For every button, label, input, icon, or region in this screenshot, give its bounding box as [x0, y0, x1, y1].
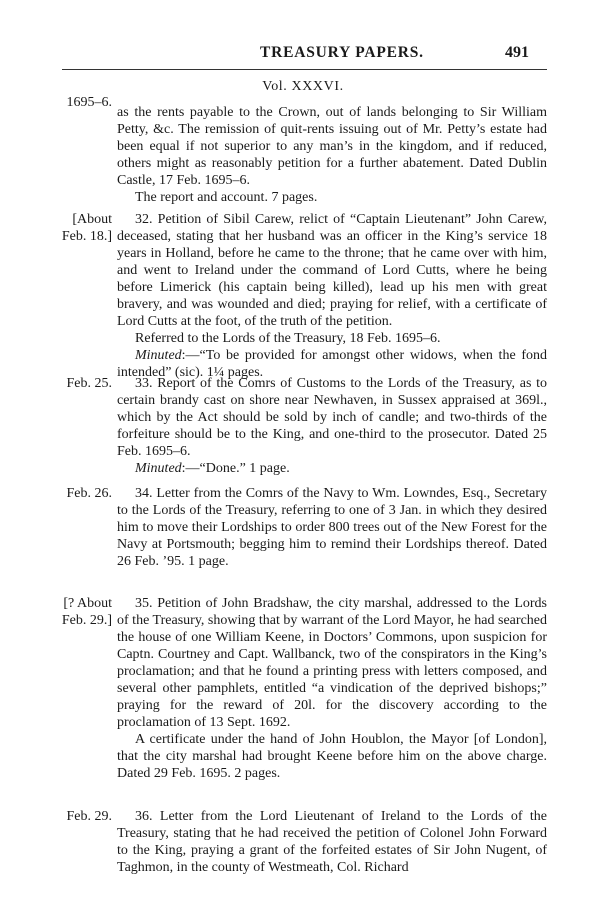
margin-date: 1695–6. [66, 95, 112, 110]
entry-note: Referred to the Lords of the Treasury, 18 Feb. 1695–6. [135, 331, 441, 346]
entry-paragraph: 35. Petition of John Bradshaw, the city marshal, addressed to the Lords of the Treasury, showing that by warrant of the Lord Mayor, he had searched the house of one William Keene, in Doctors’ Commons, upon suspicion for Captn. Courtney and Capt. Wallbanck, two of the conspirators in the King’s proclamation; and that he found a printing press with letters composed, and several other pamphlets, entitled “a vindication of the deprived bishops;” praying for the reward of 20l. for the discovery according to the proclamation of 13 Sept. 1692. [117, 596, 547, 730]
margin-date: Feb. 29. [66, 809, 112, 824]
entry-paragraph: 36. Letter from the Lord Lieutenant of Ireland to the Lords of the Treasury, stating that he had received the petition of Colonel John Forward to the King, praying a grant of the forfeited estates of Sir John Nugent, of Taghmon, in the county of Westmeath, Col. Richard [117, 809, 547, 875]
entry-35 [117, 595, 547, 782]
running-header-title: TREASURY PAPERS. [260, 44, 424, 61]
header-rule [62, 69, 547, 70]
entry-paragraph: 34. Letter from the Comrs of the Navy to Wm. Lowndes, Esq., Secretary to the Lords of the Treasury, referring to one of 3 Jan. in which they desired him to move their Lordships to order 800 trees out of the New Forest for the Navy at Portsmouth; begging him to remind their Lordships thereof. Dated 26 Feb. ’95. 1 page. [117, 486, 547, 569]
margin-date: [About Feb. 18.] [61, 212, 112, 244]
entry-paragraph: 32. Petition of Sibil Carew, relict of “Captain Lieutenant” John Carew, deceased, stating that her husband was an officer in the King’s service 18 years in Holland, before he came to the throne; that he came over with him, and went to Ireland under the command of Lord Cutts, where he being before Limerick (his captain being killed), lead up his men with great bravery, and was wounded and died; praying for relief, with a certificate of Lord Cutts at the foot, of the truth of the petition. [117, 212, 547, 329]
margin-date: Feb. 26. [66, 486, 112, 501]
entry-paragraph: 33. Report of the Comrs of Customs to the Lords of the Treasury, as to certain brandy cast on shore near Newhaven, in Sussex appraised at 369l., which by the Act should be sold by inch of candle; and two-thirds of the forfeiture should be to the King, and one-third to the prosecutor. Dated 25 Feb. 1695–6. [117, 376, 547, 459]
minute-label: Minuted [135, 348, 182, 363]
entry-34 [117, 485, 547, 570]
minute-text: :—“To be provided for amongst other widows, when the fond intended” (sic). 1¼ pages. [117, 348, 547, 380]
entry-minute [117, 460, 547, 477]
minute-text: :—“Done.” 1 page. [181, 461, 290, 476]
entry-32 [117, 211, 547, 381]
entry-36 [117, 808, 547, 876]
margin-date: Feb. 25. [66, 376, 112, 391]
entry-paragraph: as the rents payable to the Crown, out of lands belonging to Sir William Petty, &c. The remission of quit-rents issuing out of Mr. Petty’s estate had been equal if not superior to any man’s in the kingdom, and if reduced, others might as reasonably petition for a further abatement. Dated Dublin Castle, 17 Feb. 1695–6. [117, 105, 547, 188]
volume-heading: Vol. XXXVI. [262, 79, 344, 94]
minute-label: Minuted [135, 461, 182, 476]
entry-paragraph: A certificate under the hand of John Houblon, the Mayor [of London], that the city marshal had brought Keene before him on the above charge. Dated 29 Feb. 1695. 2 pages. [117, 732, 547, 781]
entry-continuation [117, 104, 547, 206]
entry-33 [117, 375, 547, 477]
margin-date: [? About Feb. 29.] [61, 596, 112, 628]
page-number: 491 [505, 44, 529, 61]
entry-note: The report and account. 7 pages. [135, 190, 318, 205]
